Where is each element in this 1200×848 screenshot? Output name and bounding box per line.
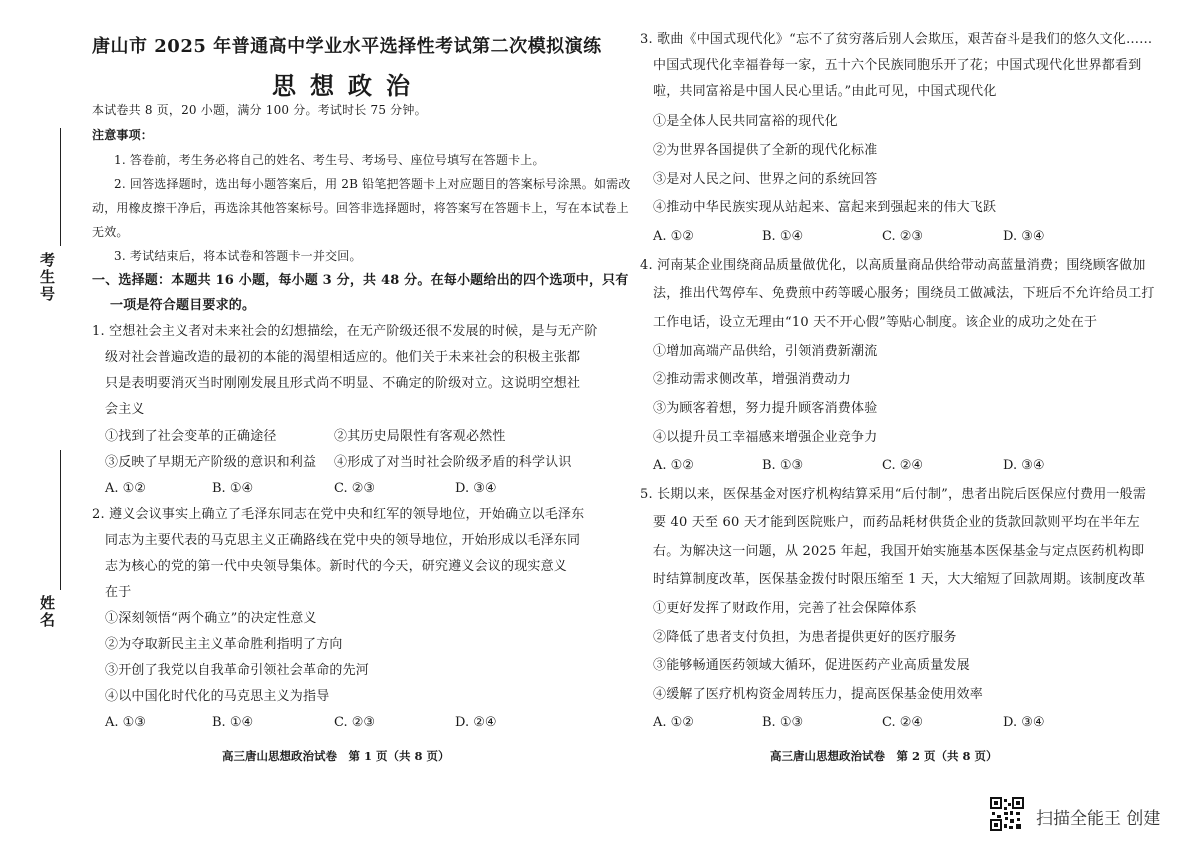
question-1-option-b: B. ①④ [212, 481, 254, 496]
notice-heading: 注意事项： [92, 128, 154, 142]
question-3-statement: ④推动中华民族实现从站起来、富起来到强起来的伟大飞跃 [653, 200, 997, 215]
question-2-statement: ①深刻领悟“两个确立”的决定性意义 [105, 611, 317, 626]
question-5-option-b: B. ①③ [762, 715, 804, 730]
question-1-option-a: A. ①② [105, 481, 146, 496]
question-1-statement: ④形成了对当时社会阶级矛盾的科学认识 [334, 455, 572, 470]
name-label: 姓名 [38, 595, 56, 629]
question-4-option-a: A. ①② [653, 458, 694, 473]
question-2-option-d: D. ②④ [455, 715, 497, 730]
question-2-statement: ③开创了我党以自我革命引领社会革命的先河 [105, 663, 370, 678]
question-2-option-a: A. ①③ [105, 715, 146, 730]
question-2-stem: 志为核心的党的第一代中央领导集体。新时代的今天，研究遵义会议的现实意义 [105, 559, 568, 574]
question-4-statement: ②推动需求侧改革，增强消费动力 [653, 372, 852, 387]
question-4-stem: 工作电话，设立无理由“10 天不开心假”等贴心制度。该企业的成功之处在于 [653, 315, 1098, 330]
exam-title: 唐山市 2025 年普通高中学业水平选择性考试第二次模拟演练 [92, 36, 602, 57]
question-5-stem: 右。为解决这一问题，从 2025 年起，我国开始实施基本医保基金与定点医药机构即 [653, 544, 1145, 559]
question-4-stem: 法，推出代驾停车、免费煎中药等暖心服务；围绕员工做减法，下班后不允许给员工打 [653, 286, 1155, 301]
notice-item-3: 3. 考试结束后，将本试卷和答题卡一并交回。 [114, 249, 362, 263]
page-footer-right: 高三唐山思想政治试卷 第 2 页（共 8 页） [770, 749, 998, 763]
question-1-stem: 级对社会普遍改造的最初的本能的渴望相适应的。他们关于未来社会的积极主张都 [105, 350, 581, 365]
question-3-statement: ②为世界各国提供了全新的现代化标准 [653, 143, 878, 158]
question-2-option-b: B. ①④ [212, 715, 254, 730]
question-3-option-b: B. ①④ [762, 229, 804, 244]
notice-item-2-cont: 动，用橡皮擦干净后，再选涂其他答案标号。回答非选择题时，将答案写在答题卡上，写在本试卷上 [92, 201, 629, 215]
question-4-option-c: C. ②④ [882, 458, 924, 473]
question-5-statement: ④缓解了医疗机构资金周转压力，提高医保基金使用效率 [653, 687, 984, 702]
question-3-statement: ①是全体人民共同富裕的现代化 [653, 114, 838, 129]
question-5-option-d: D. ③④ [1003, 715, 1045, 730]
section-heading: 一、选择题：本题共 16 小题，每小题 3 分，共 48 分。在每小题给出的四个选项中，只有 [92, 273, 629, 288]
question-2-stem: 在于 [105, 585, 132, 600]
question-2-stem: 2. 遵义会议事实上确立了毛泽东同志在党中央和红军的领导地位，开始确立以毛泽东 [92, 507, 585, 522]
scanner-brand-text: 扫描全能王 创建 [1036, 809, 1161, 829]
question-4-stem: 4. 河南某企业围绕商品质量做优化，以高质量商品供给带动高蓝量消费；围绕顾客做加 [640, 258, 1146, 273]
question-5-stem: 时结算制度改革，医保基金拨付时限压缩至 1 天，大大缩短了回款周期。该制度改革 [653, 572, 1146, 587]
page-footer-left: 高三唐山思想政治试卷 第 1 页（共 8 页） [222, 749, 450, 763]
question-5-stem: 5. 长期以来，医保基金对医疗机构结算采用“后付制”，患者出院后医保应付费用一般需 [640, 487, 1147, 502]
question-2-statement: ④以中国化时代化的马克思主义为指导 [105, 689, 330, 704]
section-heading-cont: 一项是符合题目要求的。 [110, 298, 256, 313]
question-3-statement: ③是对人民之问、世界之问的系统回答 [653, 172, 878, 187]
question-2-option-c: C. ②③ [334, 715, 376, 730]
question-1-statement: ③反映了早期无产阶级的意识和利益 [105, 455, 317, 470]
question-5-statement: ①更好发挥了财政作用，完善了社会保障体系 [653, 601, 918, 616]
question-5-option-c: C. ②④ [882, 715, 924, 730]
margin-line [60, 128, 61, 246]
question-4-statement: ③为顾客着想，努力提升顾客消费体验 [653, 401, 878, 416]
question-3-stem: 中国式现代化幸福眷每一家，五十六个民族同胞乐开了花；中国式现代化世界都看到 [653, 58, 1142, 73]
qr-code-icon [990, 797, 1024, 831]
question-1-stem: 只是表明要消灭当时刚刚发展且形式尚不明显、不确定的阶级对立。这说明空想社 [105, 376, 581, 391]
question-4-option-b: B. ①③ [762, 458, 804, 473]
question-4-option-d: D. ③④ [1003, 458, 1045, 473]
exam-intro: 本试卷共 8 页，20 小题，满分 100 分。考试时长 75 分钟。 [92, 103, 427, 117]
question-1-option-c: C. ②③ [334, 481, 376, 496]
question-5-stem: 要 40 天至 60 天才能到医院账户，而药品耗材供货企业的货款回款则平均在半年左 [653, 515, 1140, 530]
subject-title: 思想政治 [272, 71, 424, 100]
question-3-stem: 3. 歌曲《中国式现代化》“忘不了贫穷落后别人会欺压，艰苦奋斗是我们的悠久文化…… [640, 32, 1153, 47]
question-3-option-d: D. ③④ [1003, 229, 1045, 244]
question-1-option-d: D. ③④ [455, 481, 497, 496]
question-3-stem: 啦，共同富裕是中国人民心里话。”由此可见，中国式现代化 [653, 84, 997, 99]
question-1-stem: 1. 空想社会主义者对未来社会的幻想描绘，在无产阶级还很不发展的时候，是与无产阶 [92, 324, 598, 339]
question-1-statement: ②其历史局限性有客观必然性 [334, 429, 506, 444]
question-1-stem: 会主义 [105, 402, 145, 417]
notice-item-2: 2. 回答选择题时，选出每小题答案后，用 2B 铅笔把答题卡上对应题目的答案标号涂黑。如需改 [114, 177, 631, 191]
question-1-statement: ①找到了社会变革的正确途径 [105, 429, 277, 444]
question-5-statement: ②降低了患者支付负担，为患者提供更好的医疗服务 [653, 630, 957, 645]
notice-item-2-end: 无效。 [92, 225, 129, 239]
question-2-statement: ②为夺取新民主主义革命胜利指明了方向 [105, 637, 343, 652]
question-5-option-a: A. ①② [653, 715, 694, 730]
question-3-option-c: C. ②③ [882, 229, 924, 244]
margin-line [60, 450, 61, 590]
question-2-stem: 同志为主要代表的马克思主义正确路线在党中央的领导地位，开始形成以毛泽东同 [105, 533, 581, 548]
exam-number-label: 考生号 [38, 252, 56, 303]
question-5-statement: ③能够畅通医药领域大循环，促进医药产业高质量发展 [653, 658, 970, 673]
question-4-statement: ④以提升员工幸福感来增强企业竞争力 [653, 430, 878, 445]
notice-item-1: 1. 答卷前，考生务必将自己的姓名、考生号、考场号、座位号填写在答题卡上。 [114, 153, 545, 167]
question-4-statement: ①增加高端产品供给，引领消费新潮流 [653, 344, 878, 359]
question-3-option-a: A. ①② [653, 229, 694, 244]
